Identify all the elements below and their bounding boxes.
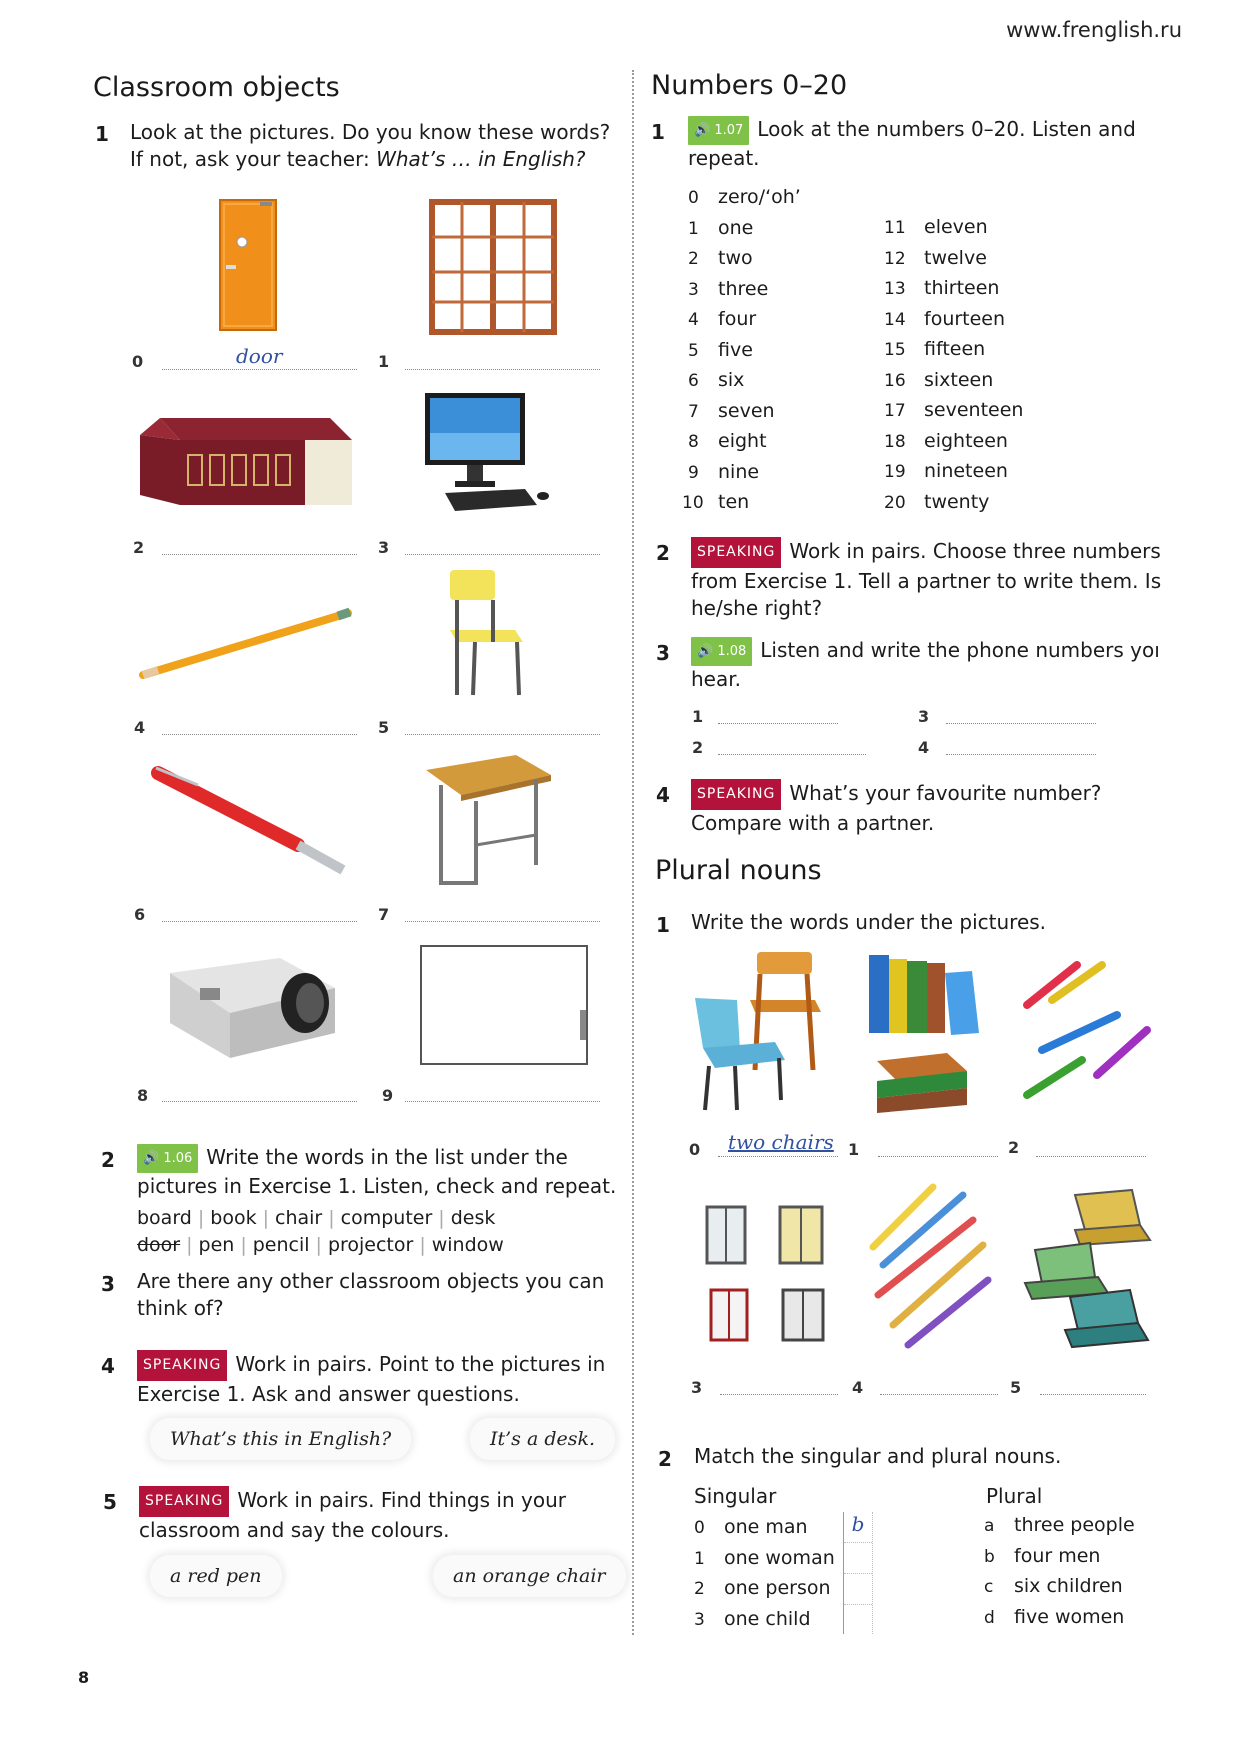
item-number: 7: [378, 905, 390, 924]
computer-picture: [425, 393, 555, 518]
instruction-line: [691, 637, 1211, 666]
numeral: 8: [688, 432, 699, 452]
answer-line[interactable]: [878, 1155, 998, 1157]
answer-line[interactable]: [1040, 1393, 1146, 1395]
answer-line[interactable]: [162, 733, 357, 735]
plural-row: [984, 1514, 1135, 1545]
exercise-number: 1: [95, 122, 109, 146]
item-number: 6: [134, 905, 146, 924]
number-word: nine: [718, 460, 760, 483]
instruction-line: Compare with a partner.: [691, 811, 935, 835]
plural-row: [984, 1575, 1135, 1606]
numbers-exercise-1-instructions: [688, 116, 1168, 172]
word: projector: [327, 1234, 414, 1256]
answer-line[interactable]: [405, 368, 600, 370]
number-row: [688, 278, 801, 309]
instruction-text: Write the words in the list under the: [206, 1145, 568, 1169]
item-number: 5: [378, 718, 390, 737]
separator: |: [328, 1207, 335, 1229]
exercise-number: 5: [103, 1490, 117, 1514]
audio-track-badge[interactable]: 🔊 1.08: [691, 637, 752, 666]
audio-track-badge[interactable]: 🔊 1.07: [688, 116, 749, 145]
phone-number-line[interactable]: [946, 753, 1096, 755]
plural-list: [984, 1514, 1135, 1636]
numeral: 11: [884, 218, 906, 238]
exercise-number: 2: [101, 1148, 115, 1172]
exercise-5-instructions: [139, 1486, 629, 1544]
answer-line[interactable]: [1036, 1155, 1146, 1157]
section-title-numbers: Numbers 0–20: [651, 70, 848, 101]
pens-picture: [1022, 960, 1152, 1100]
blank-number: 3: [918, 707, 930, 726]
number-word: thirteen: [924, 277, 1000, 299]
singular-noun: one woman: [724, 1546, 835, 1569]
number-word: ten: [718, 491, 750, 513]
number-word: one: [718, 216, 754, 239]
audio-track-badge[interactable]: 🔊 1.06: [137, 1144, 198, 1173]
instruction-text: Work in pairs. Choose three numbers: [789, 539, 1161, 563]
singular-noun: one person: [724, 1577, 831, 1599]
item-number: 9: [382, 1086, 394, 1105]
item-number: 2: [133, 538, 145, 557]
numbers-list-11-20: [884, 216, 1023, 521]
numeral: 9: [688, 462, 699, 483]
pencil-picture: [138, 605, 363, 680]
word-list-row: [137, 1205, 504, 1232]
answer-line[interactable]: [162, 920, 357, 922]
two-chairs-picture: [695, 950, 840, 1110]
plural-noun: three people: [1014, 1514, 1135, 1536]
answer-line[interactable]: [405, 1100, 600, 1102]
number-row: [884, 308, 1023, 339]
answer-line[interactable]: [162, 1100, 357, 1102]
answer-box[interactable]: [844, 1542, 872, 1573]
blank-number: 1: [692, 707, 704, 726]
plural-heading: Plural: [986, 1484, 1043, 1508]
numeral: 4: [688, 310, 699, 330]
instruction-line: [688, 116, 1168, 145]
number-row: [884, 216, 1023, 247]
word: book: [210, 1207, 257, 1229]
number-row: [884, 460, 1023, 491]
word-list-row: [137, 1232, 504, 1259]
instruction-text: If not, ask your teacher:: [130, 147, 377, 171]
audio-track-number: 1.07: [714, 123, 744, 138]
instruction-line: [139, 1486, 629, 1517]
numeral: 16: [884, 370, 906, 391]
numeral: 5: [688, 340, 699, 361]
item-number: 5: [1010, 1378, 1022, 1397]
number-word: eighteen: [924, 429, 1008, 452]
exercise-2-instructions: [137, 1144, 617, 1200]
number-word: fourteen: [924, 307, 1006, 330]
column-divider: [632, 70, 634, 1635]
item-number: 0: [689, 1140, 701, 1159]
number-row: [884, 491, 1023, 522]
exercise-number: 1: [656, 913, 670, 937]
instruction-line: pictures in Exercise 1. Listen, check and repeat.: [137, 1174, 617, 1198]
pencils-picture: [868, 1185, 993, 1350]
plural-row: [984, 1545, 1135, 1576]
number-word: twelve: [924, 246, 987, 269]
separator: |: [419, 1234, 426, 1256]
exercise-1-instructions: [130, 119, 620, 173]
speaking-badge: SPEAKING: [691, 779, 781, 810]
word: computer: [340, 1207, 433, 1229]
row-number: 2: [694, 1579, 705, 1599]
numeral: 1: [688, 218, 699, 239]
exercise-number: 1: [651, 120, 665, 144]
numeral: 17: [884, 401, 906, 421]
phone-number-line[interactable]: [946, 722, 1096, 724]
word-crossed-out: door: [137, 1234, 181, 1256]
answer-box[interactable]: [844, 1573, 872, 1604]
instruction-text: Listen and write the phone numbers yoı: [760, 638, 1160, 662]
number-row: [688, 461, 801, 492]
instruction-line: [137, 1144, 617, 1173]
number-row: [688, 430, 801, 461]
instruction-line: think of?: [137, 1296, 224, 1320]
word: board: [137, 1207, 192, 1229]
board-picture: [420, 945, 588, 1065]
number-row: [688, 247, 801, 278]
row-letter: c: [984, 1577, 994, 1597]
item-number: 1: [848, 1140, 860, 1159]
exercise-number: 2: [658, 1447, 672, 1471]
separator: |: [240, 1234, 247, 1256]
instruction-line: Are there any other classroom objects you can: [137, 1269, 605, 1293]
answer-line[interactable]: [162, 368, 357, 370]
item-number: 3: [691, 1378, 703, 1397]
plural-exercise-1-instructions: Write the words under the pictures.: [691, 910, 1047, 934]
instruction-line: [130, 146, 620, 173]
instruction-question: What’s … in English?: [376, 147, 586, 171]
number-row: [682, 491, 801, 522]
number-row: [688, 186, 801, 217]
answer-box[interactable]: b: [851, 1512, 865, 1536]
number-word: fifteen: [924, 338, 986, 360]
separator: |: [186, 1234, 193, 1256]
instruction-line: [691, 537, 1211, 568]
exercise-3-instructions: [137, 1268, 617, 1322]
number-row: [884, 247, 1023, 278]
numeral: 7: [688, 401, 699, 422]
word: chair: [275, 1207, 323, 1229]
window-picture: [432, 202, 554, 332]
word: window: [431, 1234, 504, 1256]
row-number: 1: [694, 1548, 705, 1569]
phone-number-line[interactable]: [718, 722, 838, 724]
singular-noun: one man: [724, 1516, 808, 1538]
exercise-number: 3: [101, 1272, 115, 1296]
instruction-line: Look at the pictures. Do you know these words?: [130, 120, 611, 144]
speaking-badge: SPEAKING: [139, 1486, 229, 1517]
numbers-exercise-2-instructions: [691, 537, 1211, 622]
audio-track-number: 1.08: [717, 644, 747, 659]
number-row: [688, 217, 801, 248]
item-number: 2: [1008, 1138, 1020, 1157]
separator: |: [197, 1207, 205, 1229]
exercise-number: 3: [656, 641, 670, 665]
singular-row: [694, 1608, 835, 1639]
book-picture: [140, 410, 355, 510]
number-word: five: [718, 338, 753, 361]
site-url: www.frenglish.ru: [1006, 18, 1182, 42]
separator: |: [315, 1234, 322, 1256]
numeral: 6: [688, 371, 699, 391]
speech-bubble: What’s this in English?: [150, 1418, 411, 1460]
number-word: eleven: [924, 216, 988, 238]
instruction-line: Exercise 1. Ask and answer questions.: [137, 1382, 520, 1406]
exercise-4-instructions: [137, 1350, 627, 1408]
numeral: 14: [884, 309, 906, 330]
number-word: four: [718, 308, 757, 330]
desk-picture: [426, 755, 554, 890]
answer-line[interactable]: [405, 553, 600, 555]
word: desk: [450, 1207, 496, 1229]
row-letter: d: [984, 1607, 995, 1628]
number-row: [688, 308, 801, 339]
numbers-list-0-10: [682, 186, 801, 522]
section-title-classroom-objects: Classroom objects: [93, 72, 340, 103]
numeral: 12: [884, 248, 906, 269]
number-word: nineteen: [924, 460, 1008, 482]
row-number: 0: [694, 1518, 705, 1538]
speech-bubble: an orange chair: [433, 1555, 626, 1597]
answer-line[interactable]: [720, 1393, 838, 1395]
instruction-line: [691, 779, 1211, 810]
number-row: [884, 338, 1023, 369]
answer-box[interactable]: [844, 1604, 872, 1635]
instruction-line: classroom and say the colours.: [139, 1518, 450, 1542]
number-row: [884, 399, 1023, 430]
number-row: [884, 430, 1023, 461]
number-row: [688, 369, 801, 400]
speaking-badge: SPEAKING: [137, 1350, 227, 1381]
number-row: [884, 277, 1023, 308]
blank-number: 2: [692, 738, 704, 757]
numeral: 0: [688, 188, 699, 208]
audio-track-number: 1.06: [163, 1151, 193, 1166]
number-word: three: [718, 277, 769, 300]
numeral: 2: [688, 249, 699, 269]
number-word: zero/‘oh’: [718, 186, 801, 208]
chair-picture: [445, 570, 525, 700]
answer-door: door: [236, 344, 283, 368]
number-row: [688, 339, 801, 370]
numeral: 18: [884, 431, 906, 452]
instruction-line: [137, 1350, 627, 1381]
item-number: 4: [134, 718, 146, 737]
singular-row: [694, 1516, 835, 1547]
exercise-number: 2: [656, 541, 670, 565]
instruction-text: Work in pairs. Point to the pictures in: [235, 1352, 606, 1376]
number-word: seven: [718, 399, 775, 422]
singular-row: [694, 1547, 835, 1578]
speech-bubble: It’s a desk.: [470, 1418, 615, 1460]
plural-noun: five women: [1014, 1605, 1125, 1628]
windows-picture: [705, 1205, 835, 1345]
numbers-exercise-3-instructions: [691, 637, 1211, 693]
instruction-line: from Exercise 1. Tell a partner to write them. Is: [691, 569, 1162, 593]
plural-exercise-2-instructions: Match the singular and plural nouns.: [694, 1444, 1062, 1468]
computers-picture: [1020, 1185, 1152, 1350]
plural-row: [984, 1606, 1135, 1637]
numbers-exercise-4-instructions: [691, 779, 1211, 837]
door-picture: [220, 200, 276, 330]
row-number: 3: [694, 1609, 705, 1630]
numeral: 10: [682, 493, 704, 513]
separator: |: [262, 1207, 269, 1229]
item-number: 1: [378, 352, 390, 371]
row-letter: b: [984, 1546, 995, 1567]
number-word: six: [718, 369, 745, 391]
exercise-number: 4: [656, 783, 670, 807]
books-picture: [867, 953, 982, 1115]
answer-line[interactable]: [162, 553, 357, 555]
word: pencil: [252, 1234, 310, 1256]
answer-line[interactable]: [880, 1393, 998, 1395]
number-word: seventeen: [924, 399, 1024, 421]
item-number: 3: [378, 538, 390, 557]
instruction-line: he/she right?: [691, 596, 823, 620]
plural-noun: six children: [1014, 1575, 1123, 1597]
number-word: two: [718, 247, 753, 269]
number-row: [884, 369, 1023, 400]
answer-line[interactable]: [718, 1155, 838, 1157]
speech-bubble: a red pen: [150, 1555, 282, 1597]
word-list: [137, 1205, 504, 1259]
projector-picture: [170, 958, 340, 1063]
singular-heading: Singular: [694, 1484, 777, 1508]
answer-two-chairs: two chairs: [728, 1130, 834, 1154]
phone-number-line[interactable]: [718, 753, 866, 755]
numeral: 13: [884, 279, 906, 299]
instruction-text: Look at the numbers 0–20. Listen and: [757, 117, 1136, 141]
numeral: 20: [884, 492, 906, 513]
number-word: sixteen: [924, 368, 994, 391]
singular-noun: one child: [724, 1607, 811, 1630]
item-number: 4: [852, 1378, 864, 1397]
instruction-line: hear.: [691, 667, 741, 691]
blank-number: 4: [918, 738, 930, 757]
plural-noun: four men: [1014, 1544, 1101, 1567]
page-number: 8: [78, 1668, 90, 1687]
item-number: 8: [137, 1086, 149, 1105]
instruction-line: repeat.: [688, 146, 760, 170]
item-number: 0: [132, 352, 144, 371]
numeral: 3: [688, 279, 699, 300]
instruction-text: What’s your favourite number?: [789, 781, 1102, 805]
singular-row: [694, 1577, 835, 1608]
answer-boxes: [843, 1512, 873, 1634]
number-word: eight: [718, 430, 767, 452]
word: pen: [198, 1234, 235, 1256]
separator: |: [438, 1207, 445, 1229]
number-word: twenty: [924, 490, 990, 513]
number-row: [688, 400, 801, 431]
pen-picture: [148, 765, 358, 880]
singular-list: [694, 1516, 835, 1638]
answer-line[interactable]: [405, 733, 600, 735]
numeral: 19: [884, 462, 906, 482]
section-title-plural-nouns: Plural nouns: [655, 855, 822, 886]
answer-line[interactable]: [405, 920, 600, 922]
numeral: 15: [884, 340, 906, 360]
exercise-number: 4: [101, 1354, 115, 1378]
speaking-badge: SPEAKING: [691, 537, 781, 568]
row-letter: a: [984, 1516, 995, 1536]
instruction-text: Work in pairs. Find things in your: [237, 1488, 566, 1512]
